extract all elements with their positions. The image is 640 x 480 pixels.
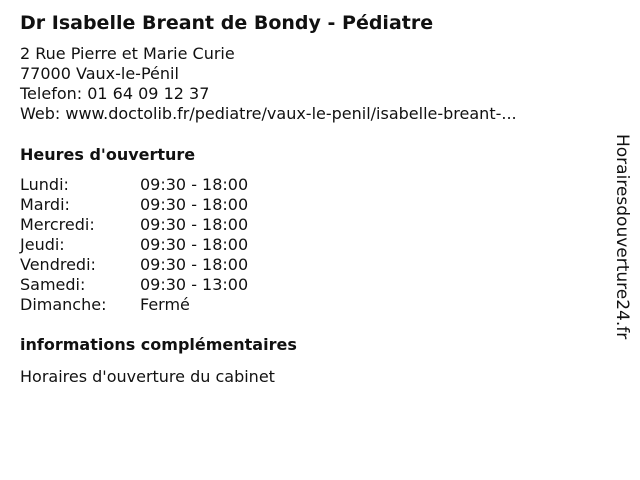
day-label: Mardi: — [20, 195, 70, 214]
hours-row-monday — [20, 175, 600, 195]
hours-row-friday — [20, 255, 600, 275]
day-label: Dimanche: — [20, 295, 107, 314]
hours-row-thursday — [20, 235, 600, 255]
address-city: 77000 Vaux-le-Pénil — [20, 64, 179, 83]
additional-info-text: Horaires d'ouverture du cabinet — [20, 367, 275, 386]
day-label: Vendredi: — [20, 255, 96, 274]
additional-info-heading: informations complémentaires — [20, 335, 297, 354]
hours-row-sunday — [20, 295, 600, 315]
hours-row-saturday — [20, 275, 600, 295]
opening-hours-heading: Heures d'ouverture — [20, 145, 196, 164]
website-link[interactable]: Web: www.doctolib.fr/pediatre/vaux-le-penil/isabelle-breant-... — [20, 104, 517, 123]
time-value: 09:30 - 18:00 — [140, 195, 249, 214]
site-watermark: Horairesdouverture24.fr — [612, 134, 632, 340]
time-value: Fermé — [140, 295, 190, 314]
day-label: Jeudi: — [20, 235, 65, 254]
hours-row-tuesday — [20, 195, 600, 215]
time-value: 09:30 - 18:00 — [140, 255, 249, 274]
address-street: 2 Rue Pierre et Marie Curie — [20, 44, 235, 63]
day-label: Lundi: — [20, 175, 69, 194]
day-label: Samedi: — [20, 275, 86, 294]
time-value: 09:30 - 18:00 — [140, 235, 249, 254]
page-title: Dr Isabelle Breant de Bondy - Pédiatre — [20, 12, 434, 34]
phone-number[interactable]: Telefon: 01 64 09 12 37 — [20, 84, 210, 103]
business-card — [20, 10, 600, 387]
time-value: 09:30 - 18:00 — [140, 215, 249, 234]
day-label: Mercredi: — [20, 215, 95, 234]
hours-row-wednesday — [20, 215, 600, 235]
time-value: 09:30 - 18:00 — [140, 175, 249, 194]
time-value: 09:30 - 13:00 — [140, 275, 249, 294]
opening-hours-table — [20, 175, 600, 315]
